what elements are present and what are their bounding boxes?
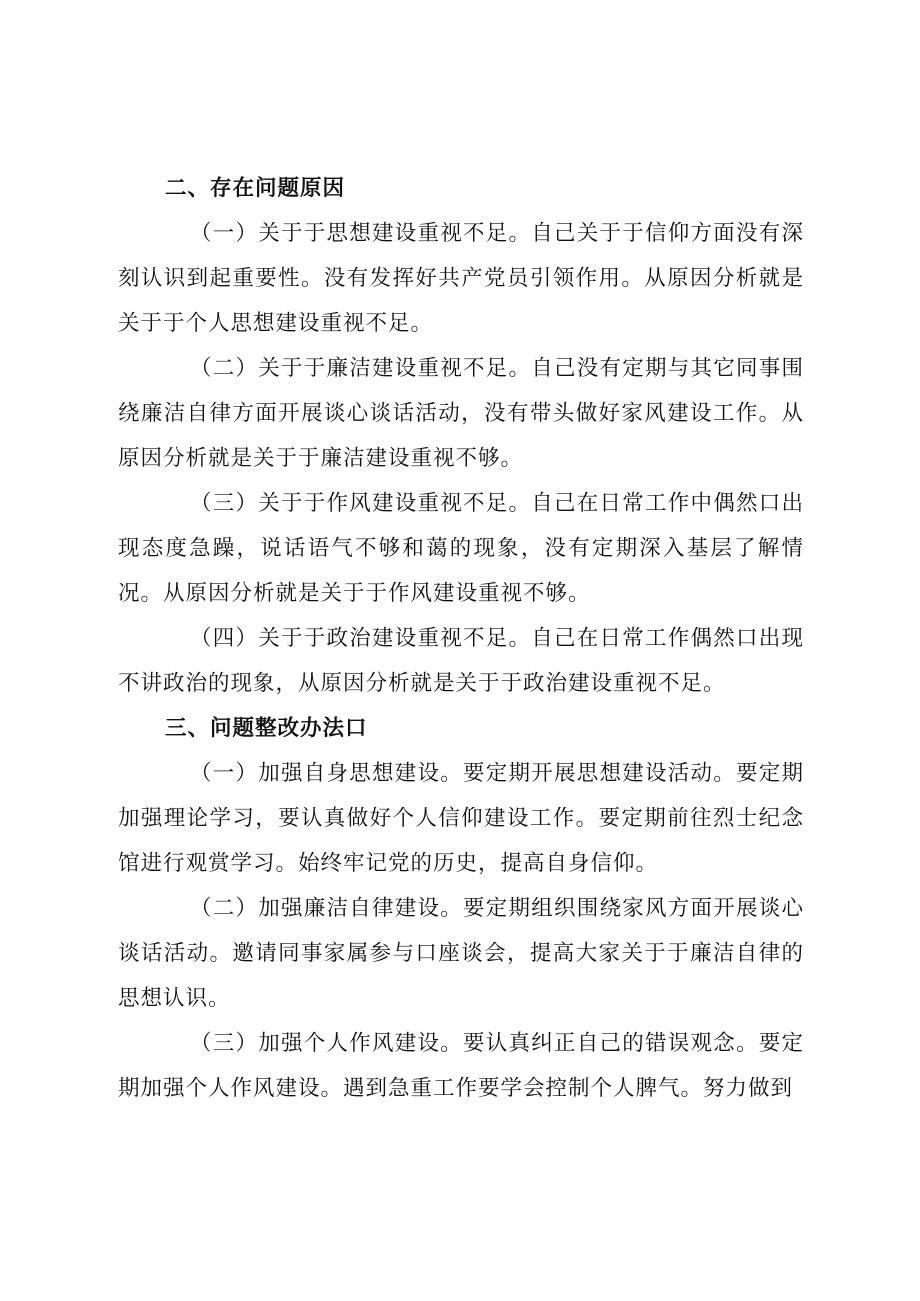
paragraph-measure-2: （二）加强廉洁自律建设。要定期组织围绕家风方面开展谈心谈话活动。邀请同事家属参与口座谈会，提高大家关于于廉洁自律的思想认识。 [118,896,804,1011]
paragraph-measure-3: （三）加强个人作风建设。要认真纠正自己的错误观念。要定期加强个人作风建设。遇到急重工作要学会控制个人脾气。努力做到 [118,1031,804,1101]
document-body [118,166,804,1111]
section-heading-causes: 二、存在问题原因 [165,176,346,201]
paragraph-cause-2: （二）关于于廉洁建设重视不足。自己没有定期与其它同事围绕廉洁自律方面开展谈心谈话活动，没有带头做好家风建设工作。从原因分析就是关于于廉洁建设重视不够。 [118,356,804,471]
paragraph-measure-1: （一）加强自身思想建设。要定期开展思想建设活动。要定期加强理论学习，要认真做好个人信仰建设工作。要定期前往烈士纪念馆进行观赏学习。始终牢记党的历史，提高自身信仰。 [118,761,804,876]
section-heading-rectification: 三、问题整改办法口 [165,716,368,741]
paragraph-cause-3: （三）关于于作风建设重视不足。自己在日常工作中偶然口出现态度急躁，说话语气不够和蔼的现象，没有定期深入基层了解情况。从原因分析就是关于于作风建设重视不够。 [118,491,804,606]
paragraph-cause-4: （四）关于于政治建设重视不足。自己在日常工作偶然口出现不讲政治的现象，从原因分析就是关于于政治建设重视不足。 [118,626,804,696]
paragraph-cause-1: （一）关于于思想建设重视不足。自己关于于信仰方面没有深刻认识到起重要性。没有发挥好共产党员引领作用。从原因分析就是关于于个人思想建设重视不足。 [118,221,804,336]
